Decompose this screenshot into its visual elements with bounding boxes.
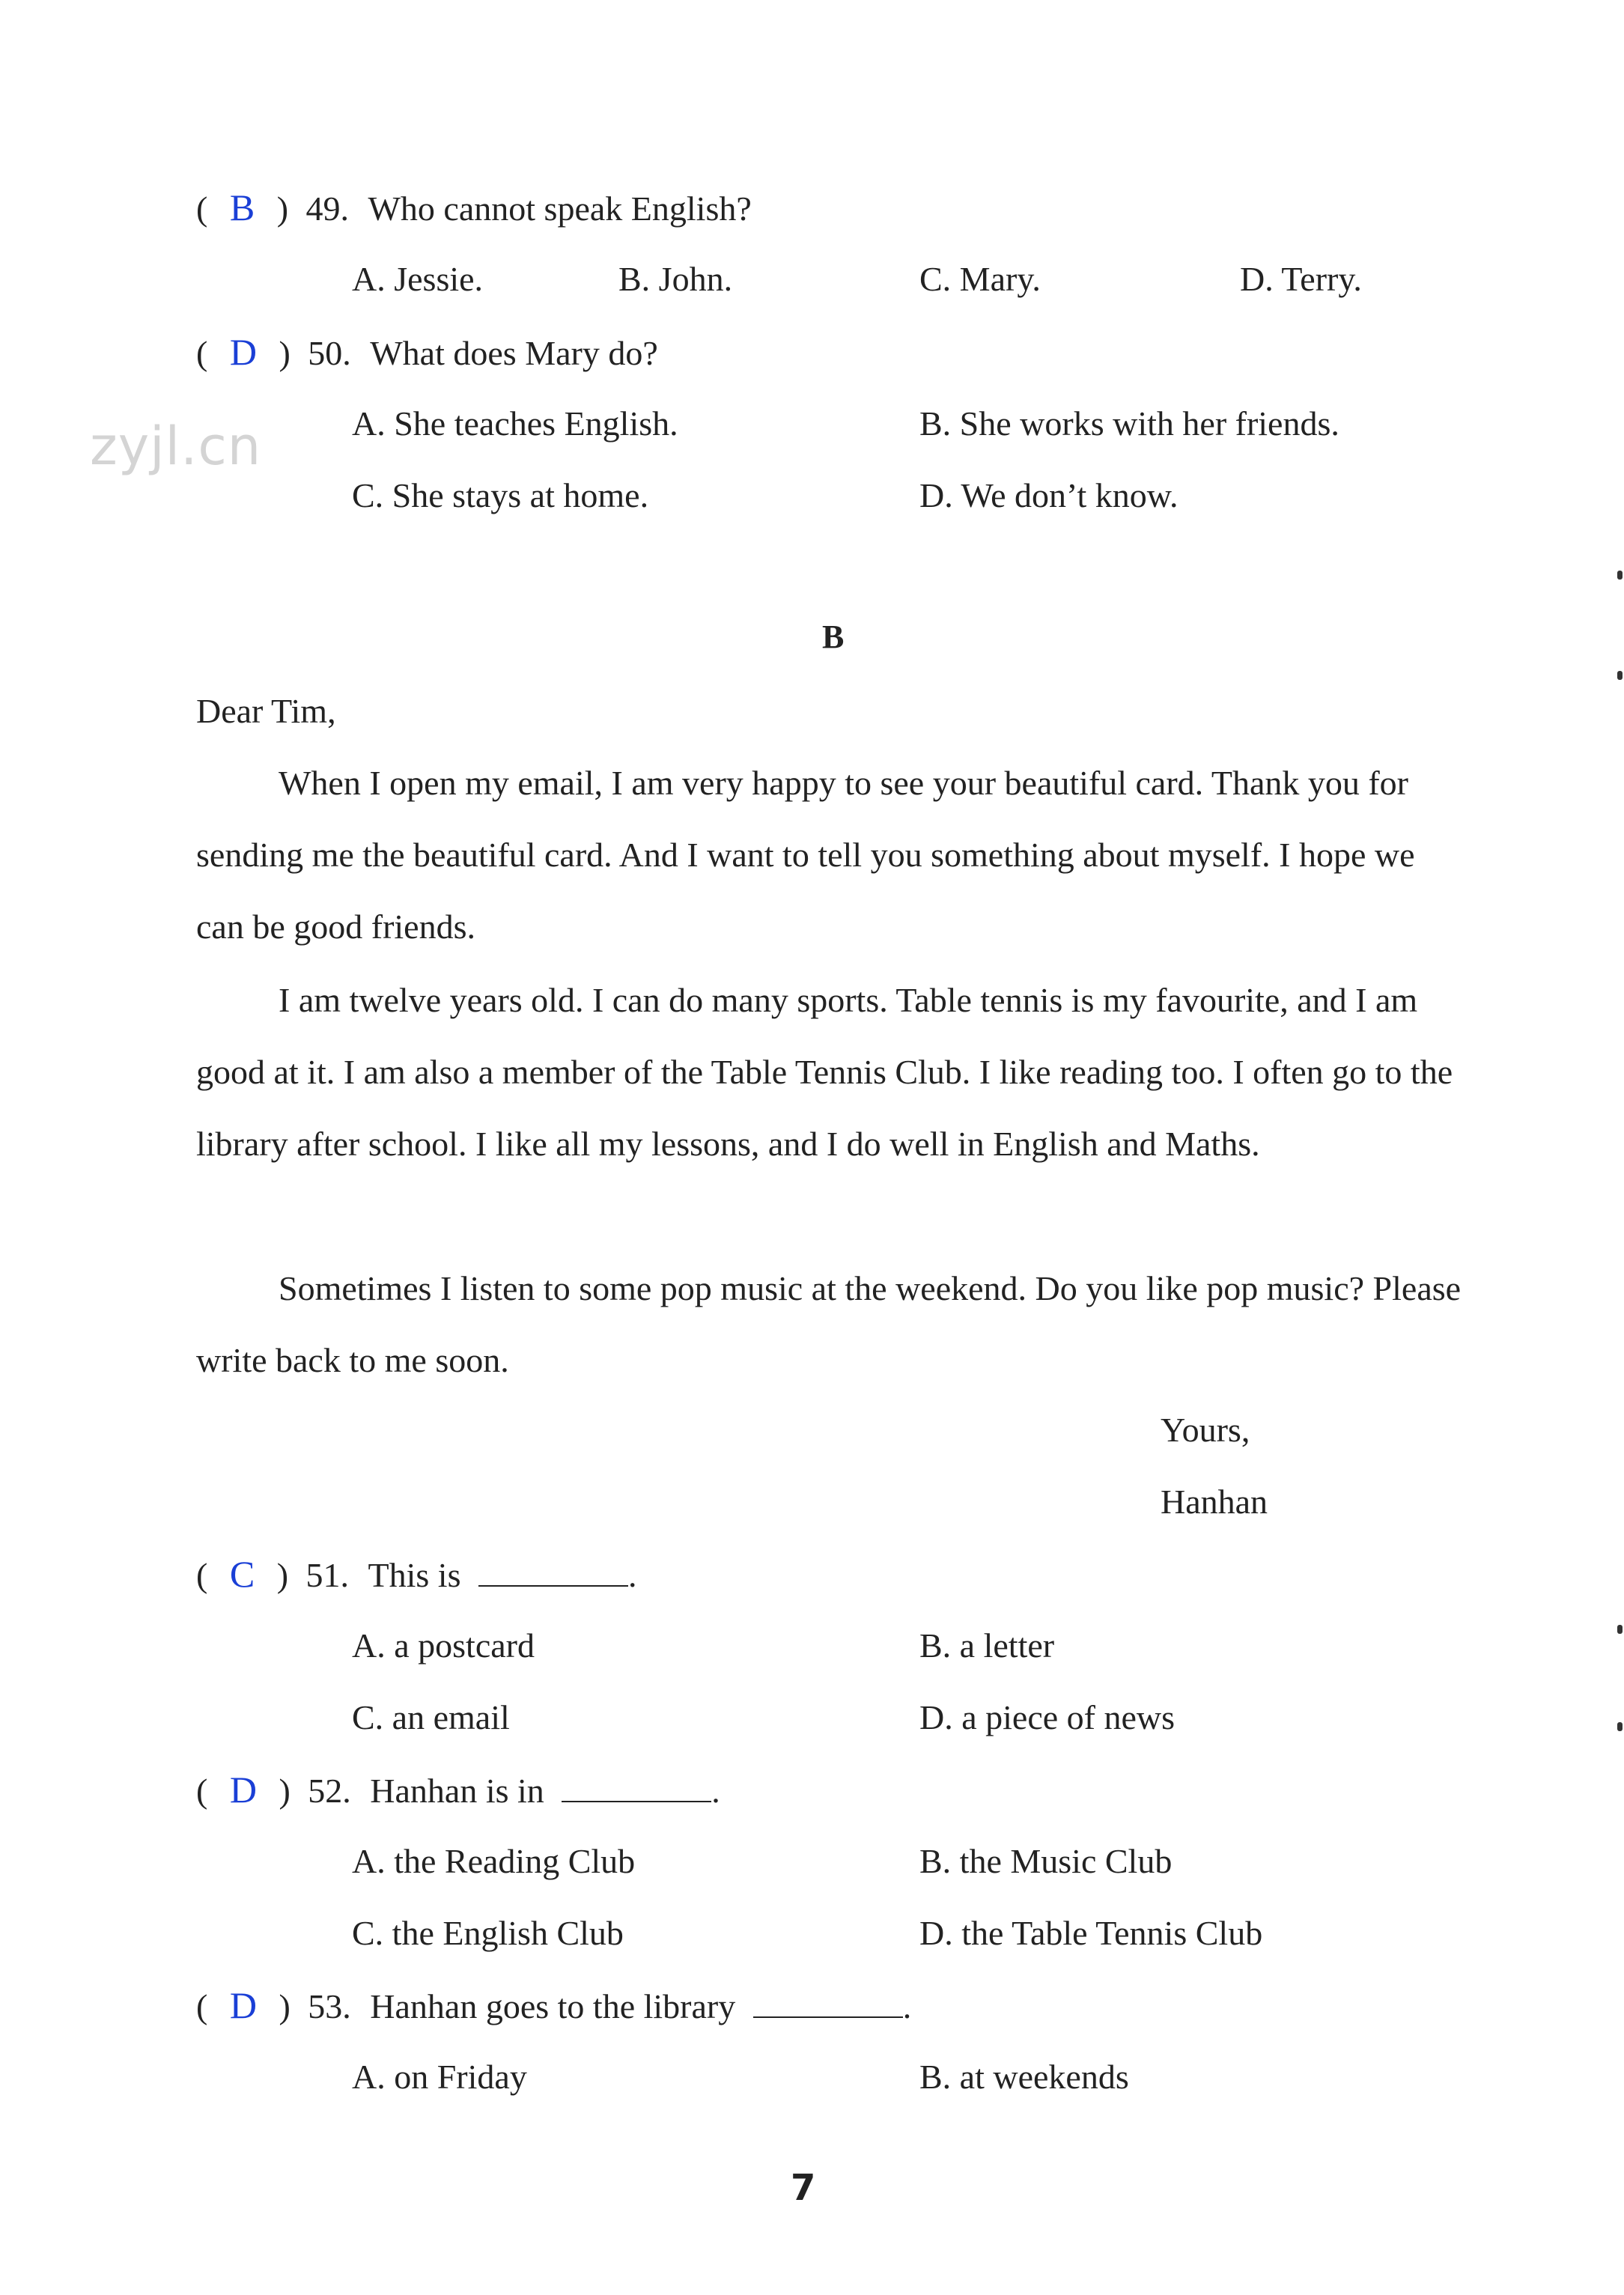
watermark-logo: zyjl.cn: [90, 416, 262, 477]
paren-open: (: [196, 1556, 208, 1594]
letter-closing: Yours,: [1161, 1411, 1250, 1449]
option-49-c: C. Mary.: [919, 260, 1041, 298]
question-number: 52.: [308, 1772, 351, 1810]
paren-open: (: [196, 334, 208, 372]
letter-paragraph-2: I am twelve years old. I can do many sports. Table tennis is my favourite, and I am good at it. I am also a member of the Table Tennis Club. I like reading too. I often go to the library after school. I like all my lessons, and I do well in English and Maths.: [196, 981, 1453, 1163]
question-text: What does Mary do?: [370, 334, 658, 372]
paren-close: ): [279, 1772, 291, 1810]
question-number: 51.: [305, 1556, 350, 1594]
scan-mark: [1617, 1722, 1623, 1731]
question-53: [196, 1983, 911, 2029]
option-51-b: B. a letter: [919, 1626, 1055, 1665]
question-52: [196, 1767, 720, 1814]
option-50-d: D. We don’t know.: [919, 476, 1179, 514]
option-50-a: A. She teaches English.: [352, 404, 678, 443]
paren-close: ): [276, 1556, 289, 1594]
paren-close: ): [279, 1987, 291, 2025]
option-51-a: A. a postcard: [352, 1626, 535, 1665]
answer-blank: [562, 1771, 711, 1802]
option-53-a: A. on Friday: [352, 2058, 527, 2096]
question-51: [196, 1551, 636, 1598]
question-text: Hanhan goes to the library: [370, 1987, 736, 2025]
paren-open: (: [196, 1987, 208, 2025]
answer-51: C: [229, 1553, 255, 1595]
question-text: Hanhan is in: [370, 1772, 544, 1810]
option-53-b: B. at weekends: [919, 2058, 1129, 2096]
option-49-b: B. John.: [618, 260, 733, 298]
option-52-c: C. the English Club: [352, 1914, 624, 1952]
question-50: [196, 329, 658, 376]
answer-50: D: [229, 331, 257, 373]
paren-open: (: [196, 189, 208, 228]
paren-close: ): [279, 334, 291, 372]
answer-49: B: [229, 186, 255, 228]
option-50-c: C. She stays at home.: [352, 476, 649, 514]
letter-paragraph-3: Sometimes I listen to some pop music at the weekend. Do you like pop music? Please write back to me soon.: [196, 1269, 1462, 1379]
question-49: [196, 185, 752, 231]
option-51-d: D. a piece of news: [919, 1698, 1176, 1736]
option-49-a: A. Jessie.: [352, 260, 484, 298]
question-number: 49.: [305, 189, 350, 228]
option-51-c: C. an email: [352, 1698, 510, 1736]
question-end: .: [627, 1556, 637, 1594]
question-text: This is: [368, 1556, 461, 1594]
answer-52: D: [229, 1769, 257, 1811]
option-52-a: A. the Reading Club: [352, 1842, 636, 1880]
answer-blank: [753, 1987, 903, 2018]
question-number: 53.: [308, 1987, 351, 2025]
letter-greeting: Dear Tim,: [196, 692, 336, 730]
option-52-d: D. the Table Tennis Club: [919, 1914, 1263, 1952]
paren-open: (: [196, 1772, 208, 1810]
scan-mark: [1617, 571, 1623, 580]
paren-close: ): [276, 189, 289, 228]
question-end: .: [902, 1987, 912, 2025]
option-50-b: B. She works with her friends.: [919, 404, 1339, 443]
page-number: 7: [791, 2167, 816, 2209]
letter-signature: Hanhan: [1161, 1483, 1268, 1521]
question-text: Who cannot speak English?: [368, 189, 752, 228]
answer-53: D: [229, 1984, 257, 2026]
scan-mark: [1617, 1625, 1623, 1634]
question-number: 50.: [308, 334, 351, 372]
letter-paragraph-1: When I open my email, I am very happy to see your beautiful card. Thank you for sending me the beautiful card. And I want to tell you something about myself. I hope we can be good friends.: [196, 764, 1415, 946]
answer-blank: [478, 1555, 628, 1587]
option-49-d: D. Terry.: [1240, 260, 1362, 298]
section-heading: B: [822, 618, 845, 655]
option-52-b: B. the Music Club: [919, 1842, 1173, 1880]
question-end: .: [711, 1772, 720, 1810]
scan-mark: [1617, 671, 1623, 680]
